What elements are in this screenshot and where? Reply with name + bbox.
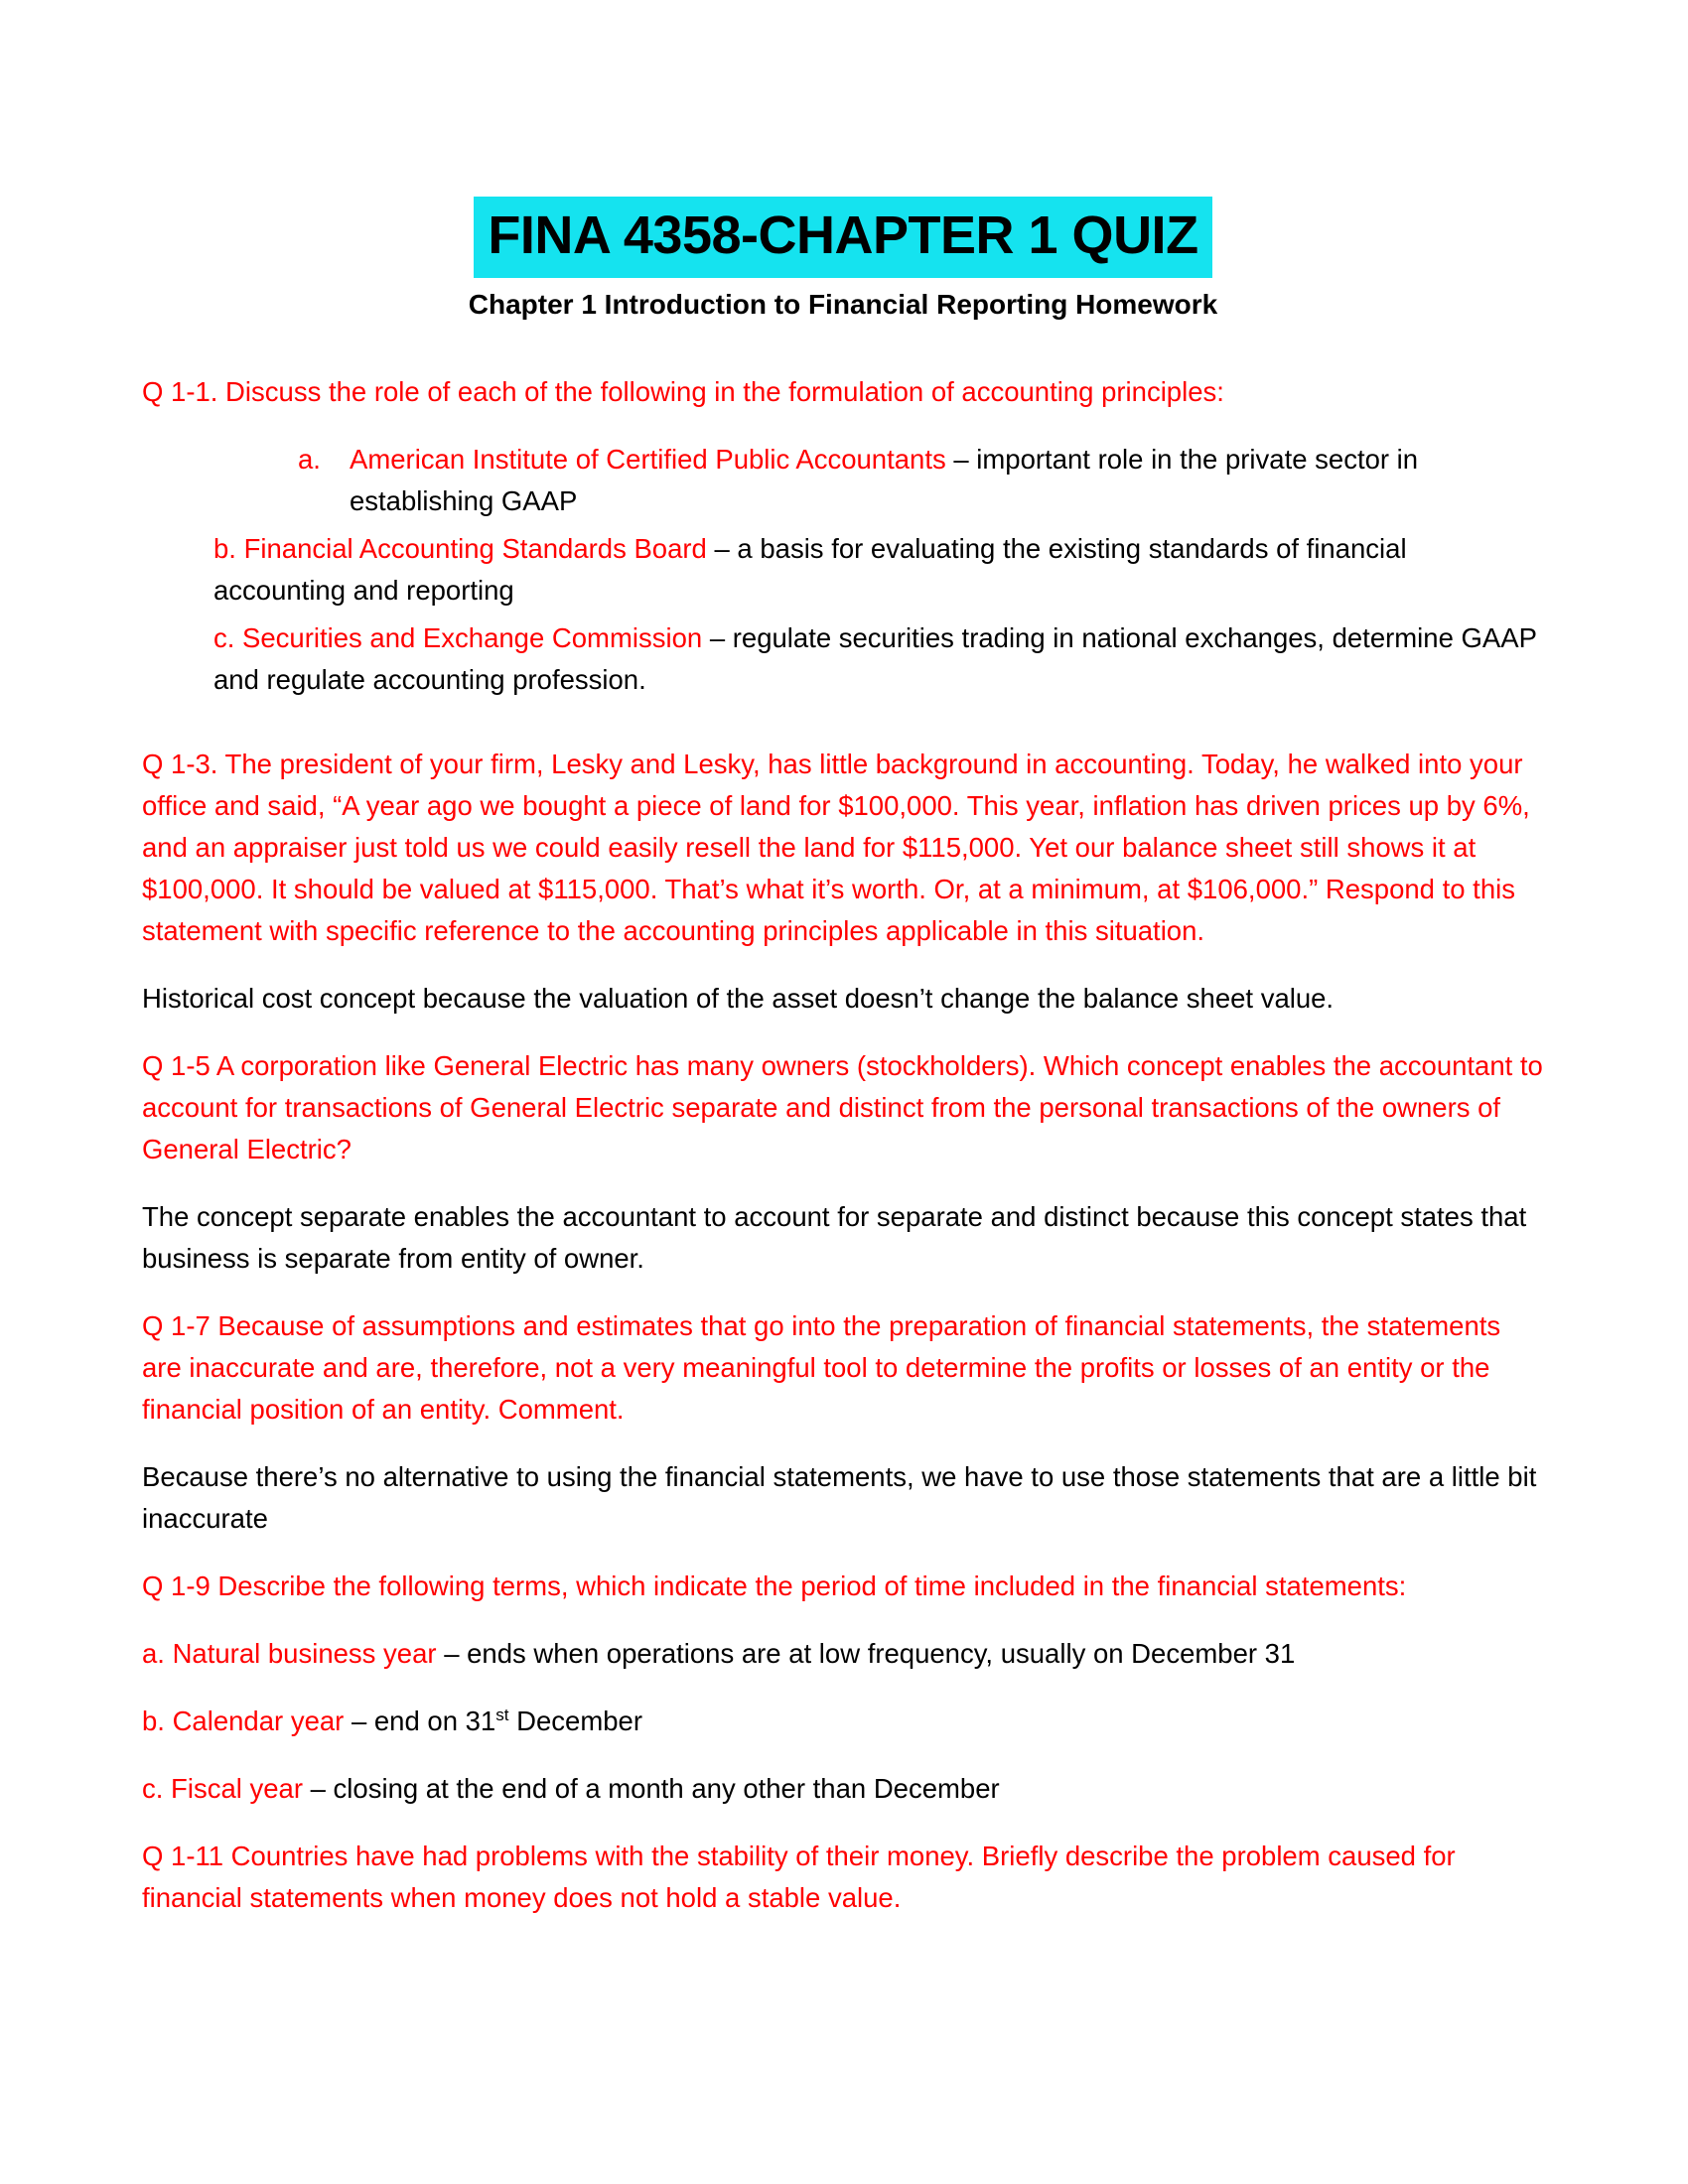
question-q1-3: Q 1-3. The president of your firm, Lesky and Lesky, has little background in accounting. Today, he walked into your office and said, “A year ago we bought a piece of land for $100,000. This year, inflation has driven prices up by 6%, and an appraiser just told us we could easily resell the land for $115,000. Yet our balance sheet still shows it at $100,000. It should be valued at $115,000. That’s what it’s worth. Or, at a minimum, at $106,000.” Respond to this statement with specific reference to the accounting principles applicable in this situation. xyxy=(142,748,1530,946)
answer-q1-3: Historical cost concept because the valuation of the asset doesn’t change the balance sheet value. xyxy=(142,982,1335,1014)
page-subtitle: Chapter 1 Introduction to Financial Reporting Homework xyxy=(468,288,1218,320)
term-sec: c. Securities and Exchange Commission xyxy=(213,621,703,653)
answer-aicpa: – important role in the private sector in establishing GAAP xyxy=(350,443,1419,516)
term-aicpa: American Institute of Certified Public Accountants xyxy=(350,443,946,475)
page-title: FINA 4358-CHAPTER 1 QUIZ xyxy=(474,197,1211,278)
term-calendar-year: b. Calendar year xyxy=(142,1705,345,1736)
answer-sec: – regulate securities trading in national exchanges, determine GAAP and regulate accounting profession. xyxy=(213,621,1537,695)
list-item-q1-1-b xyxy=(213,528,1544,612)
term-natural-business-year: a. Natural business year xyxy=(142,1637,437,1669)
question-q1-11: Q 1-11 Countries have had problems with the stability of their money. Briefly describe the problem caused for financial statements when money does not hold a stable value. xyxy=(142,1840,1456,1913)
term-fasb: b. Financial Accounting Standards Board xyxy=(213,532,707,564)
answer-natural-business-year: – ends when operations are at low frequency, usually on December 31 xyxy=(444,1637,1296,1669)
list-text-a xyxy=(350,439,1544,522)
answer-fasb: – a basis for evaluating the existing standards of financial accounting and reporting xyxy=(213,532,1407,606)
term-fiscal-year: c. Fiscal year xyxy=(142,1772,303,1804)
list-item-q1-1-c xyxy=(213,617,1544,701)
answer-calendar-year-before: – end on 31 xyxy=(351,1705,496,1736)
answer-calendar-year-after: December xyxy=(516,1705,642,1736)
answer-q1-5: The concept separate enables the accountant to account for separate and distinct because this concept states that business is separate from entity of owner. xyxy=(142,1200,1527,1274)
list-item-q1-9-c xyxy=(142,1768,1544,1810)
list-item-q1-9-a xyxy=(142,1633,1544,1675)
question-q1-1: Q 1-1. Discuss the role of each of the following in the formulation of accounting principles: xyxy=(142,375,1224,407)
answer-q1-7: Because there’s no alternative to using the financial statements, we have to use those statements that are a little bit inaccurate xyxy=(142,1460,1537,1534)
question-q1-5: Q 1-5 A corporation like General Electric has many owners (stockholders). Which concept enables the accountant to account for transactions of General Electric separate and distinct from the personal transactions of the owners of General Electric? xyxy=(142,1049,1543,1164)
ordinal-superscript: st xyxy=(495,1705,509,1724)
answer-fiscal-year: – closing at the end of a month any other than December xyxy=(310,1772,1000,1804)
question-q1-9: Q 1-9 Describe the following terms, which indicate the period of time included in the financial statements: xyxy=(142,1570,1407,1601)
question-q1-7: Q 1-7 Because of assumptions and estimates that go into the preparation of financial statements, the statements are inaccurate and are, therefore, not a very meaningful tool to determine the profits or losses of an entity or the financial position of an entity. Comment. xyxy=(142,1309,1501,1425)
list-item-q1-1-a xyxy=(298,439,1544,522)
list-marker-a: a. xyxy=(298,443,321,475)
title-row xyxy=(142,197,1544,278)
list-item-q1-9-b xyxy=(142,1701,1544,1742)
